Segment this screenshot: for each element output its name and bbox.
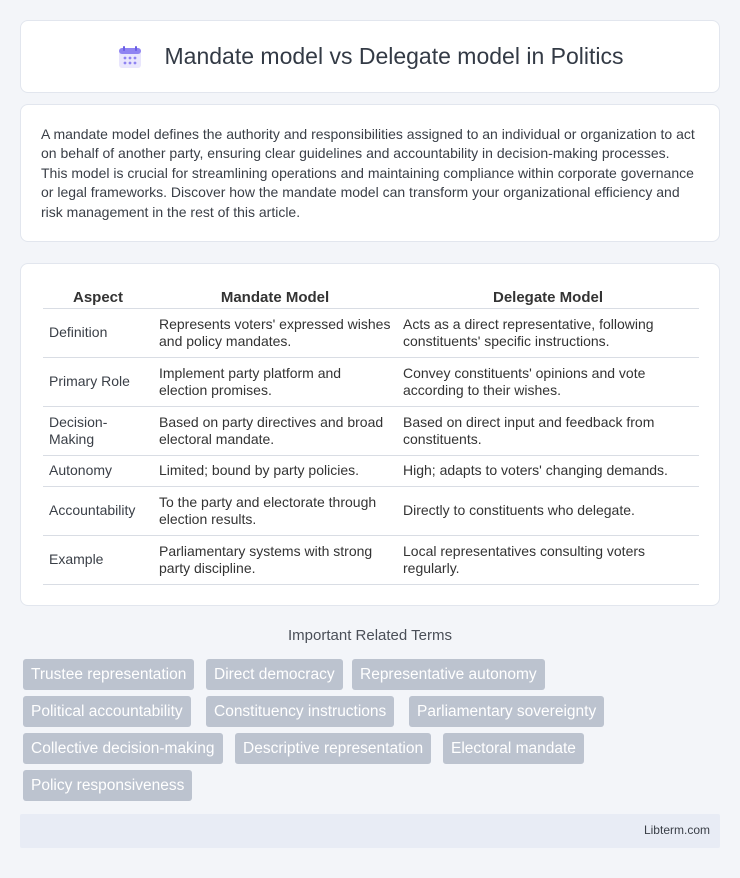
- row-aspect: Decision-Making: [43, 407, 153, 456]
- intro-card: [20, 104, 720, 242]
- table-row: [43, 487, 699, 536]
- row-mandate: Represents voters' expressed wishes and policy mandates.: [153, 309, 397, 358]
- comparison-table-card: [20, 263, 720, 606]
- table-row: [43, 536, 699, 585]
- footer-site-link[interactable]: Libterm.com: [643, 823, 710, 837]
- row-mandate: Parliamentary systems with strong party discipline.: [153, 536, 397, 585]
- row-mandate: Implement party platform and election promises.: [153, 358, 397, 407]
- tag-electoral-mandate[interactable]: Electoral mandate: [443, 733, 584, 764]
- row-aspect: Primary Role: [43, 358, 153, 407]
- row-mandate: To the party and electorate through election results.: [153, 487, 397, 536]
- intro-paragraph: A mandate model defines the authority and responsibilities assigned to an individual or organization to act on behalf of another party, ensuring clear guidelines and accountability in decision-making processes. This model is crucial for streamlining operations and maintaining compliance within corporate governance or legal frameworks. Discover how the mandate model can transform your organizational efficiency and risk management in the rest of this article.: [41, 126, 695, 220]
- header-mandate-model: Mandate Model: [153, 284, 397, 309]
- comparison-table: [43, 284, 699, 585]
- tag-political-accountability[interactable]: Political accountability: [23, 696, 191, 727]
- table-row: [43, 456, 699, 487]
- page-title: Mandate model vs Delegate model in Politics: [164, 43, 624, 69]
- row-delegate: Directly to constituents who delegate.: [397, 487, 699, 536]
- row-aspect: Accountability: [43, 487, 153, 536]
- row-aspect: Example: [43, 536, 153, 585]
- related-terms-heading: Important Related Terms: [288, 627, 452, 644]
- header-aspect: Aspect: [43, 284, 153, 309]
- row-mandate: Limited; bound by party policies.: [153, 456, 397, 487]
- row-delegate: Local representatives consulting voters regularly.: [397, 536, 699, 585]
- tag-descriptive-representation[interactable]: Descriptive representation: [235, 733, 431, 764]
- tag-representative-autonomy[interactable]: Representative autonomy: [352, 659, 545, 690]
- tag-constituency-instructions[interactable]: Constituency instructions: [206, 696, 394, 727]
- row-aspect: Definition: [43, 309, 153, 358]
- footer: [20, 814, 720, 848]
- row-delegate: Convey constituents' opinions and vote according to their wishes.: [397, 358, 699, 407]
- tag-parliamentary-sovereignty[interactable]: Parliamentary sovereignty: [409, 696, 604, 727]
- tag-trustee-representation[interactable]: Trustee representation: [23, 659, 194, 690]
- tag-collective-decision-making[interactable]: Collective decision-making: [23, 733, 223, 764]
- title-card: [20, 20, 720, 93]
- table-row: [43, 358, 699, 407]
- tag-policy-responsiveness[interactable]: Policy responsiveness: [23, 770, 192, 801]
- tag-direct-democracy[interactable]: Direct democracy: [206, 659, 343, 690]
- row-delegate: Acts as a direct representative, following constituents' specific instructions.: [397, 309, 699, 358]
- row-aspect: Autonomy: [43, 456, 153, 487]
- row-mandate: Based on party directives and broad electoral mandate.: [153, 407, 397, 456]
- row-delegate: Based on direct input and feedback from constituents.: [397, 407, 699, 456]
- header-delegate-model: Delegate Model: [397, 284, 699, 309]
- row-delegate: High; adapts to voters' changing demands.: [397, 456, 699, 487]
- table-row: [43, 407, 699, 456]
- table-header-row: [43, 284, 699, 309]
- table-row: [43, 309, 699, 358]
- calendar-grid-icon: [117, 44, 143, 70]
